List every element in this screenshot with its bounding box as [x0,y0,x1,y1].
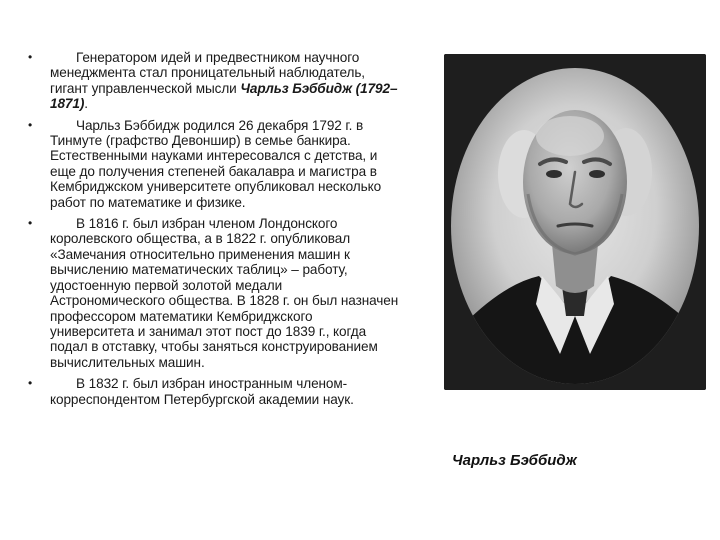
portrait-image [444,54,706,390]
bullet-marker: • [28,216,33,231]
bullet-text-end: . [84,96,88,112]
bullet-marker: • [28,117,33,132]
bullet-text: Чарльз Бэббидж родился 26 декабря 1792 г. в Тинмуте (графство Девоншир) в семье банкира. Естественными науками интересовался с детства, и еще до получения степеней бакалавра и магистра в Кембриджском университете опубликовал несколько работ по математике и физике. [50,117,382,210]
bullet-emphasis: Чарльз Бэббидж (1792–1871) [50,80,398,112]
portrait-illustration [444,54,706,390]
portrait-caption: Чарльз Бэббидж [452,452,577,469]
bullet-text: Генератором идей и предвестником научного менеджмента стал проницательный наблюдатель, гигант управленческой мысли [50,50,365,96]
bullet-text: В 1816 г. был избран членом Лондонского королевского общества, а в 1822 г. опубликовал «Замечания относительно применения машин к вычислению математических таблиц» – работу, удостоенную первой золотой медали Астрономического общества. В 1828 г. он был назначен профессором математики Кембриджского университета и занимал этот пост до 1839 г., когда подал в отставку, чтобы заняться конструированием вычислительных машин. [50,216,399,370]
bullet-text: В 1832 г. был избран иностранным членом-корреспондентом Петербургской академии наук. [50,376,354,407]
bullet-item [28,376,400,407]
bullet-marker: • [28,376,33,391]
bullet-item [28,118,400,210]
bullet-marker: • [28,50,33,64]
bullet-list [28,50,400,413]
bullet-item [28,216,400,370]
bullet-item [28,50,400,112]
